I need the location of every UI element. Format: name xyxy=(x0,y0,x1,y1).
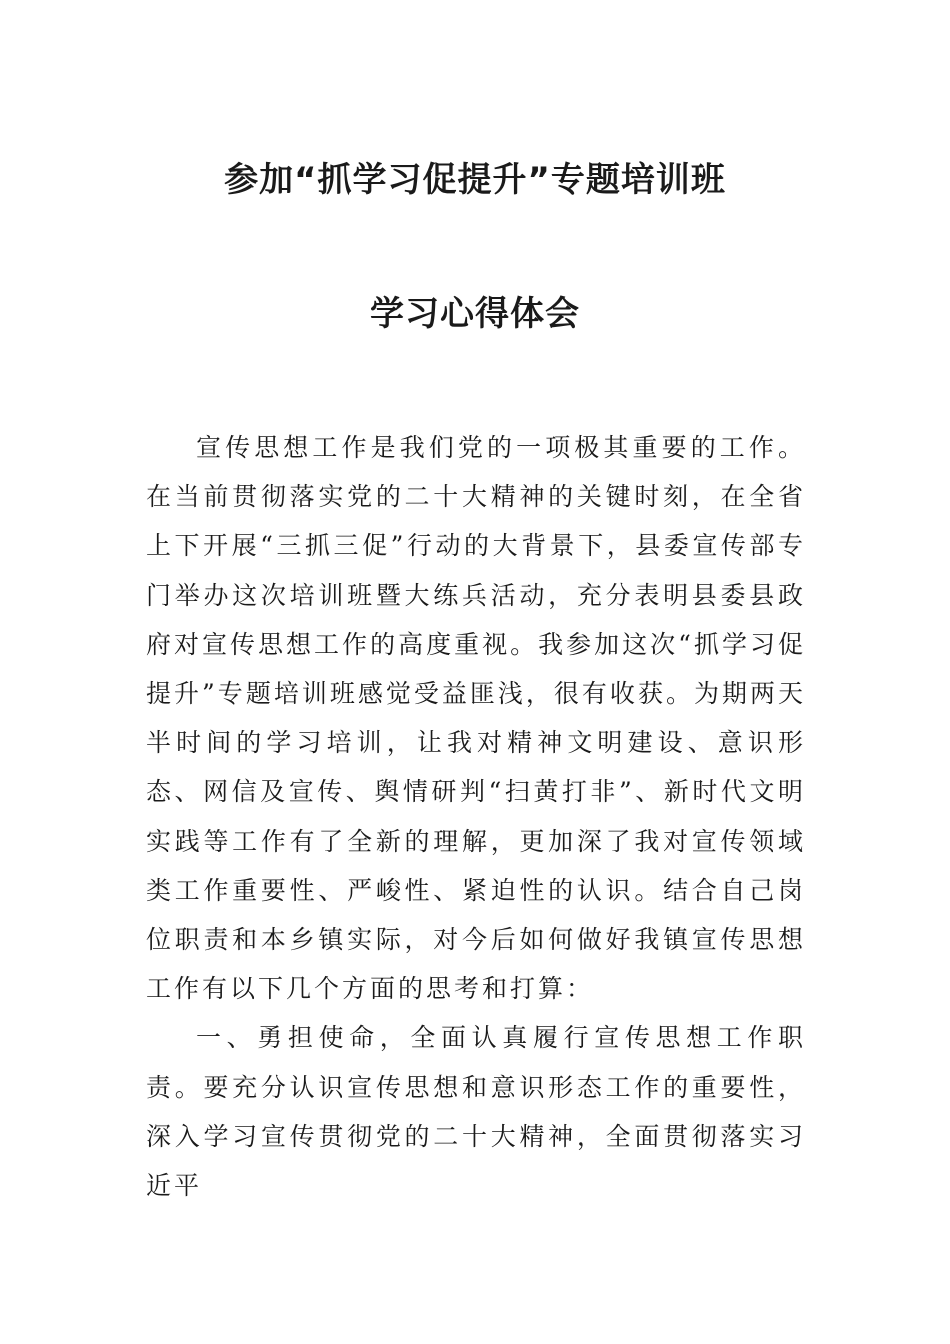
document-body xyxy=(146,423,806,1210)
paragraph-intro: 宣传思想工作是我们党的一项极其重要的工作。在当前贯彻落实党的二十大精神的关键时刻，在全省上下开展“三抓三促”行动的大背景下，县委宣传部专门举办这次培训班暨大练兵活动，充分表明县委县政府对宣传思想工作的高度重视。我参加这次“抓学习促提升”专题培训班感觉受益匪浅，很有收获。为期两天半时间的学习培训，让我对精神文明建设、意识形态、网信及宣传、舆情研判“扫黄打非”、新时代文明实践等工作有了全新的理解，更加深了我对宣传领域类工作重要性、严峻性、紧迫性的认识。结合自己岗位职责和本乡镇实际，对今后如何做好我镇宣传思想工作有以下几个方面的思考和打算： xyxy=(146,433,806,1004)
document-title-line-1: 参加“抓学习促提升”专题培训班 xyxy=(224,160,726,200)
document-title-line-2: 学习心得体会 xyxy=(370,294,580,334)
paragraph-point-one: 一、勇担使命，全面认真履行宣传思想工作职责。要充分认识宣传思想和意识形态工作的重要性，深入学习宣传贯彻党的二十大精神，全面贯彻落实习近平 xyxy=(146,1023,806,1201)
